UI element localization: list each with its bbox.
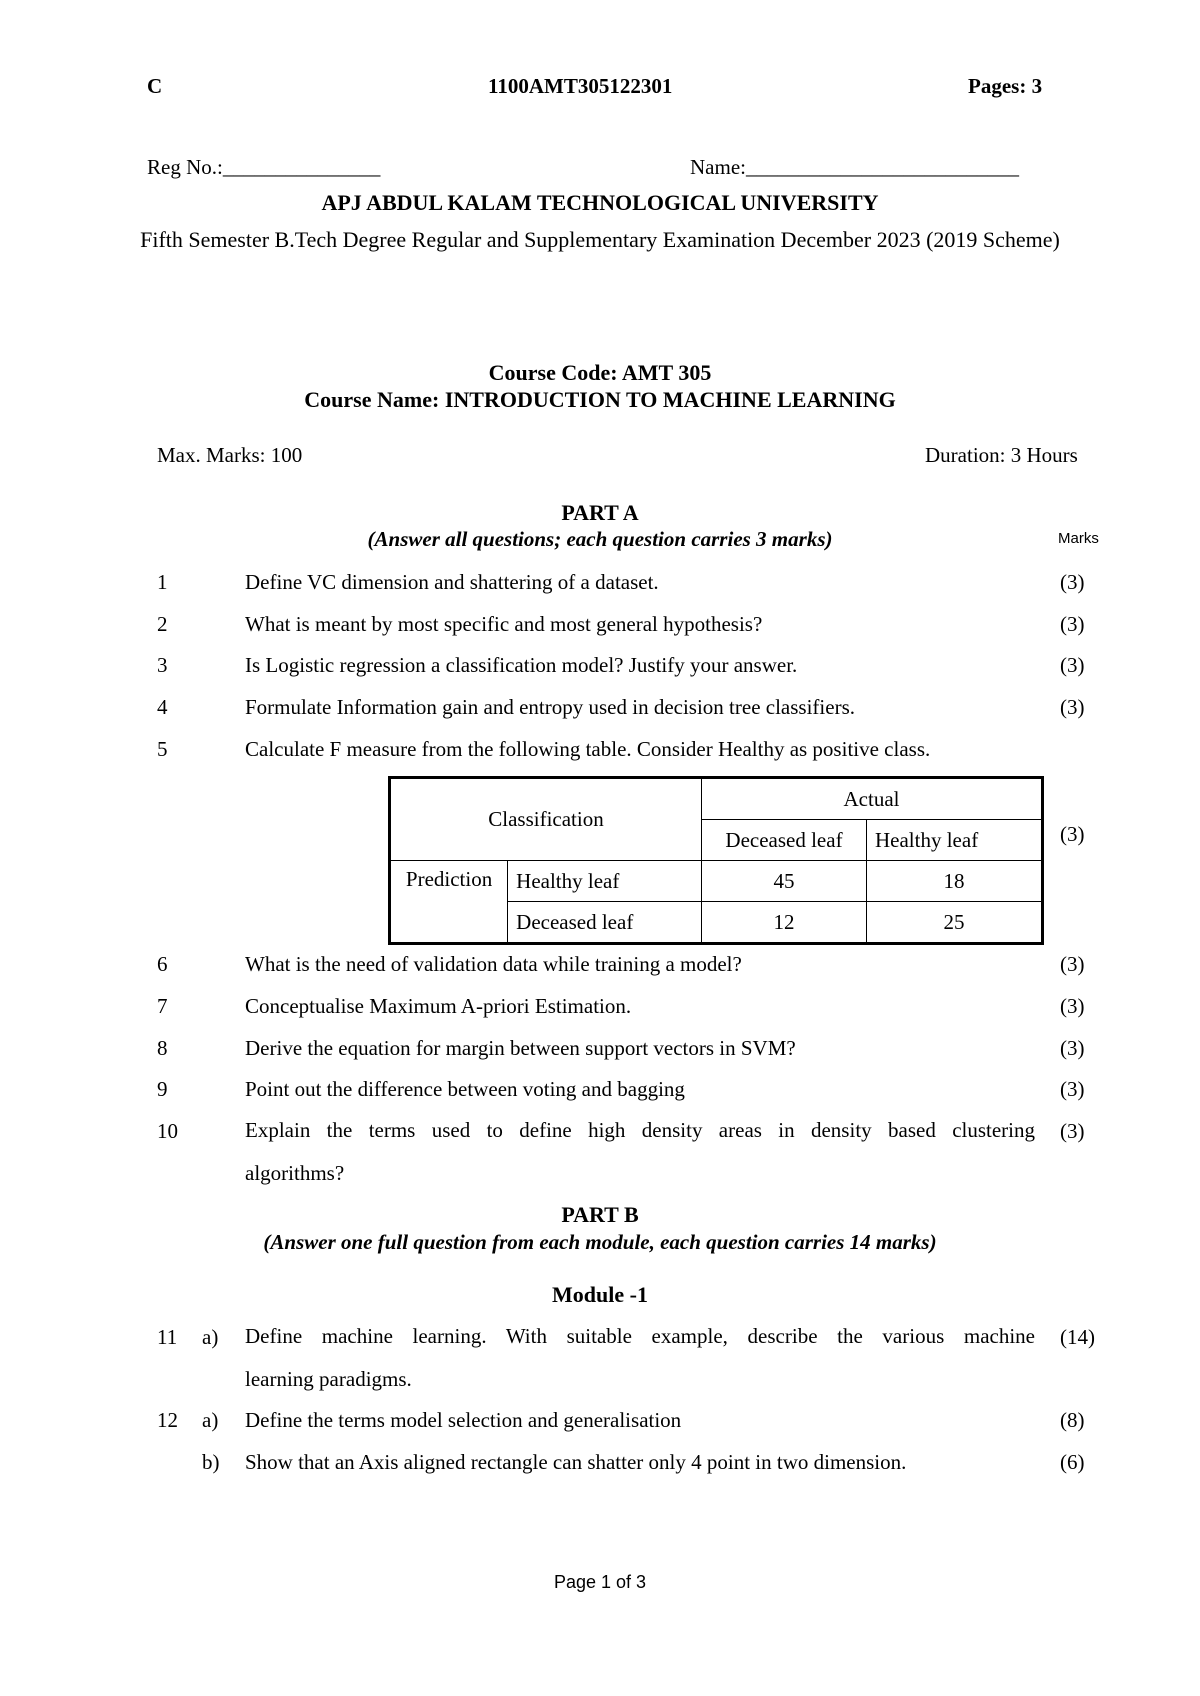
course-code: Course Code: AMT 305 xyxy=(488,360,712,385)
course-name-line xyxy=(0,387,1200,413)
question-number: 12 xyxy=(157,1408,178,1432)
question-marks: (3) xyxy=(1060,695,1085,719)
question-row xyxy=(0,653,1200,693)
question-text: Define machine learning. With suitable example, describe the various machine xyxy=(245,1324,1035,1348)
question-text: Define VC dimension and shattering of a dataset. xyxy=(245,570,659,594)
question-row xyxy=(0,1325,1200,1365)
question-row xyxy=(0,1408,1200,1448)
question-number: 5 xyxy=(157,737,168,761)
question-text: learning paradigms. xyxy=(245,1367,412,1391)
cell-r2c1: 12 xyxy=(702,902,867,944)
question-text: Point out the difference between voting and bagging xyxy=(245,1077,685,1101)
question-marks: (14) xyxy=(1060,1325,1095,1349)
question-marks: (3) xyxy=(1060,952,1085,976)
part-a-instruction: (Answer all questions; each question carries 3 marks) xyxy=(367,527,833,551)
question-marks: (3) xyxy=(1060,1036,1085,1060)
question-text: Is Logistic regression a classification model? Justify your answer. xyxy=(245,653,798,677)
name-field: Name:__________________________ xyxy=(690,155,1019,179)
confusion-matrix-table xyxy=(388,776,1044,945)
cell-r1c1: 45 xyxy=(702,861,867,902)
question-marks: (3) xyxy=(1060,653,1085,677)
question-row xyxy=(0,570,1200,610)
paper-set: C xyxy=(147,74,163,98)
question-marks: (3) xyxy=(1060,570,1085,594)
part-b-title: PART B xyxy=(561,1202,639,1227)
question-row xyxy=(0,695,1200,735)
question-sub: a) xyxy=(202,1408,219,1432)
question-row xyxy=(0,612,1200,652)
question-sub: b) xyxy=(202,1450,220,1474)
question-number: 1 xyxy=(157,570,168,594)
module-title: Module -1 xyxy=(552,1282,648,1307)
question-marks: (3) xyxy=(1060,1119,1085,1143)
question-text: Show that an Axis aligned rectangle can shatter only 4 point in two dimension. xyxy=(245,1450,907,1474)
question-number: 6 xyxy=(157,952,168,976)
question-number: 3 xyxy=(157,653,168,677)
question-text: Conceptualise Maximum A-priori Estimation. xyxy=(245,994,632,1018)
healthy-leaf-row: Healthy leaf xyxy=(508,861,702,902)
question-row xyxy=(0,1119,1200,1159)
question-number: 7 xyxy=(157,994,168,1018)
cell-r2c2: 25 xyxy=(867,902,1043,944)
part-b-instruction: (Answer one full question from each module, each question carries 14 marks) xyxy=(263,1230,937,1254)
question-text: What is the need of validation data while training a model? xyxy=(245,952,742,976)
deceased-leaf-column: Deceased leaf xyxy=(702,820,867,861)
max-marks: Max. Marks: 100 xyxy=(157,443,303,467)
paper-code: 1100AMT305122301 xyxy=(488,74,673,98)
question-text: Derive the equation for margin between support vectors in SVM? xyxy=(245,1036,796,1060)
prediction-header: Prediction xyxy=(390,861,508,944)
deceased-leaf-row: Deceased leaf xyxy=(508,902,702,944)
question-row xyxy=(0,994,1200,1034)
question-number: 11 xyxy=(157,1325,178,1349)
question-marks: (3) xyxy=(1060,994,1085,1018)
question-row xyxy=(0,1036,1200,1076)
question-marks: (6) xyxy=(1060,1450,1085,1474)
question-number: 10 xyxy=(157,1119,178,1143)
page-count: Pages: 3 xyxy=(968,74,1043,98)
duration: Duration: 3 Hours xyxy=(925,443,1078,467)
cell-r1c2: 18 xyxy=(867,861,1043,902)
exam-title: Fifth Semester B.Tech Degree Regular and Supplementary Examination December 2023 (2019 Scheme) xyxy=(140,227,1060,252)
healthy-leaf-column: Healthy leaf xyxy=(867,820,1043,861)
question-marks: (8) xyxy=(1060,1408,1085,1432)
question-marks: (3) xyxy=(1060,1077,1085,1101)
reg-no-field: Reg No.:_______________ xyxy=(147,155,381,179)
question-5-marks: (3) xyxy=(1060,822,1085,846)
question-text: Explain the terms used to define high density areas in density based clustering xyxy=(245,1118,1035,1142)
question-marks: (3) xyxy=(1060,612,1085,636)
question-text: Define the terms model selection and generalisation xyxy=(245,1408,682,1432)
part-a-title: PART A xyxy=(561,500,639,525)
question-number: 4 xyxy=(157,695,168,719)
question-text: Formulate Information gain and entropy used in decision tree classifiers. xyxy=(245,695,855,719)
university-name: APJ ABDUL KALAM TECHNOLOGICAL UNIVERSITY xyxy=(321,190,879,215)
question-row xyxy=(0,952,1200,992)
question-row xyxy=(0,1450,1200,1490)
marks-header: Marks xyxy=(1058,530,1099,547)
course-name-label: Course Name: xyxy=(304,387,445,412)
question-row-continuation xyxy=(0,1161,1200,1201)
actual-header: Actual xyxy=(702,778,1043,820)
question-sub: a) xyxy=(202,1325,219,1349)
question-text: algorithms? xyxy=(245,1161,345,1185)
question-number: 9 xyxy=(157,1077,168,1101)
question-row-continuation xyxy=(0,1367,1200,1407)
question-number: 8 xyxy=(157,1036,168,1060)
question-number: 2 xyxy=(157,612,168,636)
page-footer: Page 1 of 3 xyxy=(553,1572,647,1592)
question-text: What is meant by most specific and most general hypothesis? xyxy=(245,612,763,636)
classification-header: Classification xyxy=(390,778,702,861)
question-text: Calculate F measure from the following table. Consider Healthy as positive class. xyxy=(245,737,931,761)
course-name: INTRODUCTION TO MACHINE LEARNING xyxy=(444,387,896,412)
question-row xyxy=(0,737,1200,777)
